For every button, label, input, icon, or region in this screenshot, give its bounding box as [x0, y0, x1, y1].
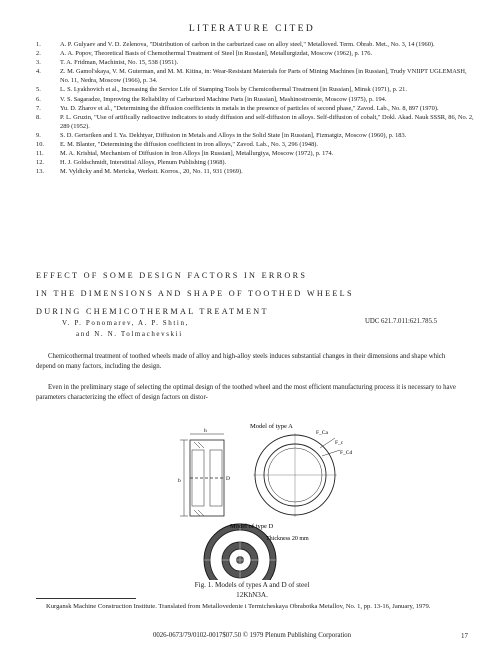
paragraph-design: Even in the preliminary stage of selecting the optimal design of the toothed wheel and the most efficient manufacturing process it is necessary to have parameters characterizing the effect of design factors on distor-: [36, 384, 456, 402]
reference-number: 13.: [36, 168, 44, 176]
reference-text: Z. M. Gamol'skaya, V. M. Guterman, and M. M. Kitina, in: Wear-Resistant Materials for Parts of Mining Machines [in Russian], Trudy VNIIPT UGLEMASH, No. 11, Nedra, Moscow (1966), p. 34.: [60, 68, 467, 85]
title-line: IN THE DIMENSIONS AND SHAPE OF TOOTHED WHEELS: [36, 289, 354, 298]
footnote-rule: [36, 598, 136, 599]
reference-item: [36, 140, 476, 149]
model-a-section: [180, 434, 224, 516]
reference-number: 3.: [36, 59, 41, 67]
reference-text: P. L. Gruzin, "Use of artifically radioactive indicators to study diffusion and self-diffusion in alloys. Self-diffusion of cobalt," Dokl. Akad. Nauk SSSR, 86, No. 2, 289 (1952).: [60, 113, 474, 130]
reference-item: [36, 85, 476, 94]
article-authors: [62, 318, 189, 340]
reference-item: [36, 131, 476, 140]
reference-number: 7.: [36, 104, 41, 112]
label-model-d: Model of type D: [230, 523, 274, 530]
reference-number: 9.: [36, 131, 41, 139]
reference-item: [36, 67, 476, 85]
reference-number: 1.: [36, 41, 41, 48]
reference-item: [36, 104, 476, 113]
copyright-line: 0026-0673/79/0102-0017$07.50 © 1979 Plenum Publishing Corporation: [152, 632, 352, 639]
reference-number: 2.: [36, 50, 41, 58]
label-h: h: [204, 428, 207, 434]
udc-code: UDC 621.7.011:621.785.5: [365, 318, 438, 325]
figure-models-diagram: [170, 420, 390, 580]
title-line: EFFECT OF SOME DESIGN FACTORS IN ERRORS: [36, 271, 308, 280]
reference-text: M. A. Krishtal, Mechanism of Diffusion in Iron Alloys [in Russian], Metallurgiya, Moscow (1972), p. 174.: [60, 150, 334, 158]
title-line: DURING CHEMICOTHERMAL TREATMENT: [36, 307, 269, 316]
reference-text: A. A. Popov, Theoretical Basis of Chemothermal Treatment of Steel [in Russian], Metallurgizdat, Moscow (1962), p. 176.: [60, 50, 373, 58]
reference-text: A. P. Gulyaev and V. D. Zelenova, "Distribution of carbon in the carburized case on alloy steel," Metalloved. Term. Obrab. Met., No. 3, 14 (1960).: [60, 41, 435, 48]
references-heading: LITERATURE CITED: [188, 24, 316, 34]
reference-number: 12.: [36, 159, 44, 167]
reference-text: M. Vyldicky and M. Mericka, Werkstt. Korros., 20, No. 11, 931 (1969).: [60, 168, 243, 176]
reference-list: [36, 40, 476, 176]
caption-line: 12KhN3A.: [236, 591, 268, 599]
reference-text: S. D. Gertsriken and I. Ya. Dekhtyar, Diffusion in Metals and Alloys in the Solid State [in Russian], Fizmatgiz, Moscow (1960), p. 183.: [60, 131, 407, 139]
label-model-a: Model of type A: [250, 423, 293, 430]
label-thickness: Thickness 20 mm: [266, 536, 309, 542]
footnote-institution: Kurgansk Machine Construction Institute. Translated from Metallovedenie i Termicheskaya Obrabotka Metallov, No. 1, pp. 13-16, January, 1979.: [46, 603, 431, 610]
reference-item: [36, 40, 476, 49]
article-title: [36, 267, 486, 321]
reference-item: [36, 95, 476, 104]
reference-item: [36, 49, 476, 58]
reference-number: 8.: [36, 113, 41, 121]
model-a-ring: [253, 433, 340, 517]
reference-number: 10.: [36, 141, 44, 149]
model-d-disk: [204, 524, 276, 580]
reference-text: E. M. Blanter, "Determining the diffusion coefficient in iron alloys," Zavod. Lab., No. 3, 296 (1948).: [60, 141, 318, 149]
figure-caption: [0, 580, 504, 600]
reference-number: 5.: [36, 86, 41, 94]
reference-text: Yu. D. Zharov et al., "Determining the diffusion coefficients in metals in the presence of particles of second phase," Zavod. Lab., No. 8, 897 (1970).: [60, 104, 439, 112]
reference-item: [36, 58, 476, 67]
label-fcd: F_Cd: [340, 450, 353, 456]
authors-line: V. P. Ponomarev, A. P. Shtin,: [62, 319, 189, 327]
page-number: 17: [461, 632, 468, 640]
reference-text: L. S. Lyakhovich et al., Increasing the Service Life of Stamping Tools by Chemicothermal Treatment [in Russian], Minsk (1971), p. 21.: [60, 86, 407, 94]
reference-text: V. S. Sagaradze, Improving the Reliability of Carburized Machine Parts [in Russian], Mashinostroenie, Moscow (1975), p. 194.: [60, 95, 387, 103]
reference-text: H. J. Goldschmidt, Interstitial Alloys, Plenum Publishing (1968).: [60, 159, 227, 167]
reference-number: 4.: [36, 68, 41, 76]
label-d: D: [226, 476, 230, 482]
reference-number: 6.: [36, 95, 41, 103]
authors-line: and N. N. Tolmachevskii: [76, 330, 183, 338]
label-fc: F_c: [335, 440, 344, 446]
label-fca: F_Ca: [316, 430, 328, 436]
caption-line: Fig. 1. Models of types A and D of steel: [194, 581, 310, 589]
label-b: b: [178, 478, 181, 484]
reference-text: T. A. Fridman, Machinist, No. 15, 538 (1951).: [60, 59, 179, 67]
reference-item: [36, 149, 476, 158]
reference-item: [36, 158, 476, 167]
reference-item: [36, 113, 476, 131]
paragraph-intro: Chemicothermal treatment of toothed wheels made of alloy and high-alloy steels induces substantial changes in their dimensions and shape which depend on many factors, including the design.: [36, 353, 446, 371]
reference-item: [36, 167, 476, 176]
reference-number: 11.: [36, 150, 44, 158]
